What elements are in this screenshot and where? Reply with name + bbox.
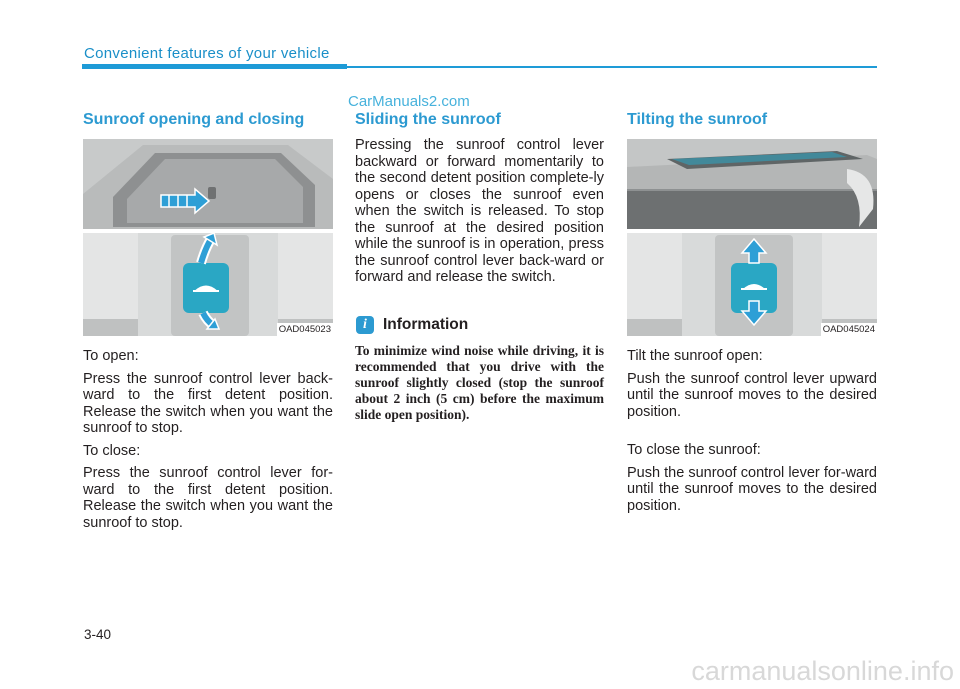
figure-illustration <box>627 139 877 336</box>
info-icon: i <box>356 316 374 334</box>
paragraph-to-open: To open: <box>83 348 139 364</box>
paragraph-tilt-open: Tilt the sunroof open: <box>627 348 763 364</box>
opening-closing-body <box>83 348 333 531</box>
watermark-top[interactable]: CarManuals2.com <box>348 93 470 110</box>
figure-illustration <box>83 139 333 336</box>
header-rule-thick <box>82 64 347 69</box>
section-title-opening-closing: Sunroof opening and closing <box>83 111 305 128</box>
section-header-title: Convenient features of your vehicle <box>84 45 330 62</box>
sliding-body <box>355 137 604 286</box>
paragraph-tilt-close-instructions: Push the sunroof control lever for-ward until the sunroof moves to the desired position. <box>627 464 877 514</box>
paragraph-open-instructions: Press the sunroof control lever back-ward to the first detent position. Release the switch when you want the sunroof to stop. <box>83 370 333 436</box>
paragraph-tilt-open-instructions: Push the sunroof control lever upward until the sunroof moves to the desired position. <box>627 370 877 420</box>
paragraph-tilt-close: To close the sunroof: <box>627 442 761 458</box>
watermark-bottom[interactable]: carmanualsonline.info <box>691 656 954 686</box>
page-number: 3-40 <box>84 627 112 642</box>
paragraph-close-instructions: Press the sunroof control lever for-ward to the first detent position. Release the switch when you want the sunroof to stop. <box>83 465 333 531</box>
header-rule-thin <box>347 66 877 68</box>
figure-sunroof-tilt-switch <box>627 139 877 336</box>
information-title: Information <box>383 316 469 333</box>
figure-code: OAD045024 <box>822 324 875 335</box>
information-text: To minimize wind noise while driving, it is recommended that you drive with the sunroof slightly closed (stop the sunroof about 2 inch (5 cm) before the maximum slide open position). <box>355 343 604 422</box>
tilting-body <box>627 348 877 514</box>
information-header <box>356 316 468 334</box>
figure-sunroof-slide-switch <box>83 139 333 336</box>
paragraph-to-close: To close: <box>83 442 141 459</box>
section-title-sliding: Sliding the sunroof <box>355 111 501 128</box>
paragraph-sliding: Pressing the sunroof control lever backward or forward momentarily to the second detent position complete-ly opens or closes the sunroof even when the switch is released. To stop the sunroof at the desired position while the sunroof is in operation, press the sunroof control lever back-ward or forward and release the switch. <box>355 137 604 285</box>
section-title-tilting: Tilting the sunroof <box>627 111 768 128</box>
figure-code: OAD045023 <box>278 324 331 335</box>
